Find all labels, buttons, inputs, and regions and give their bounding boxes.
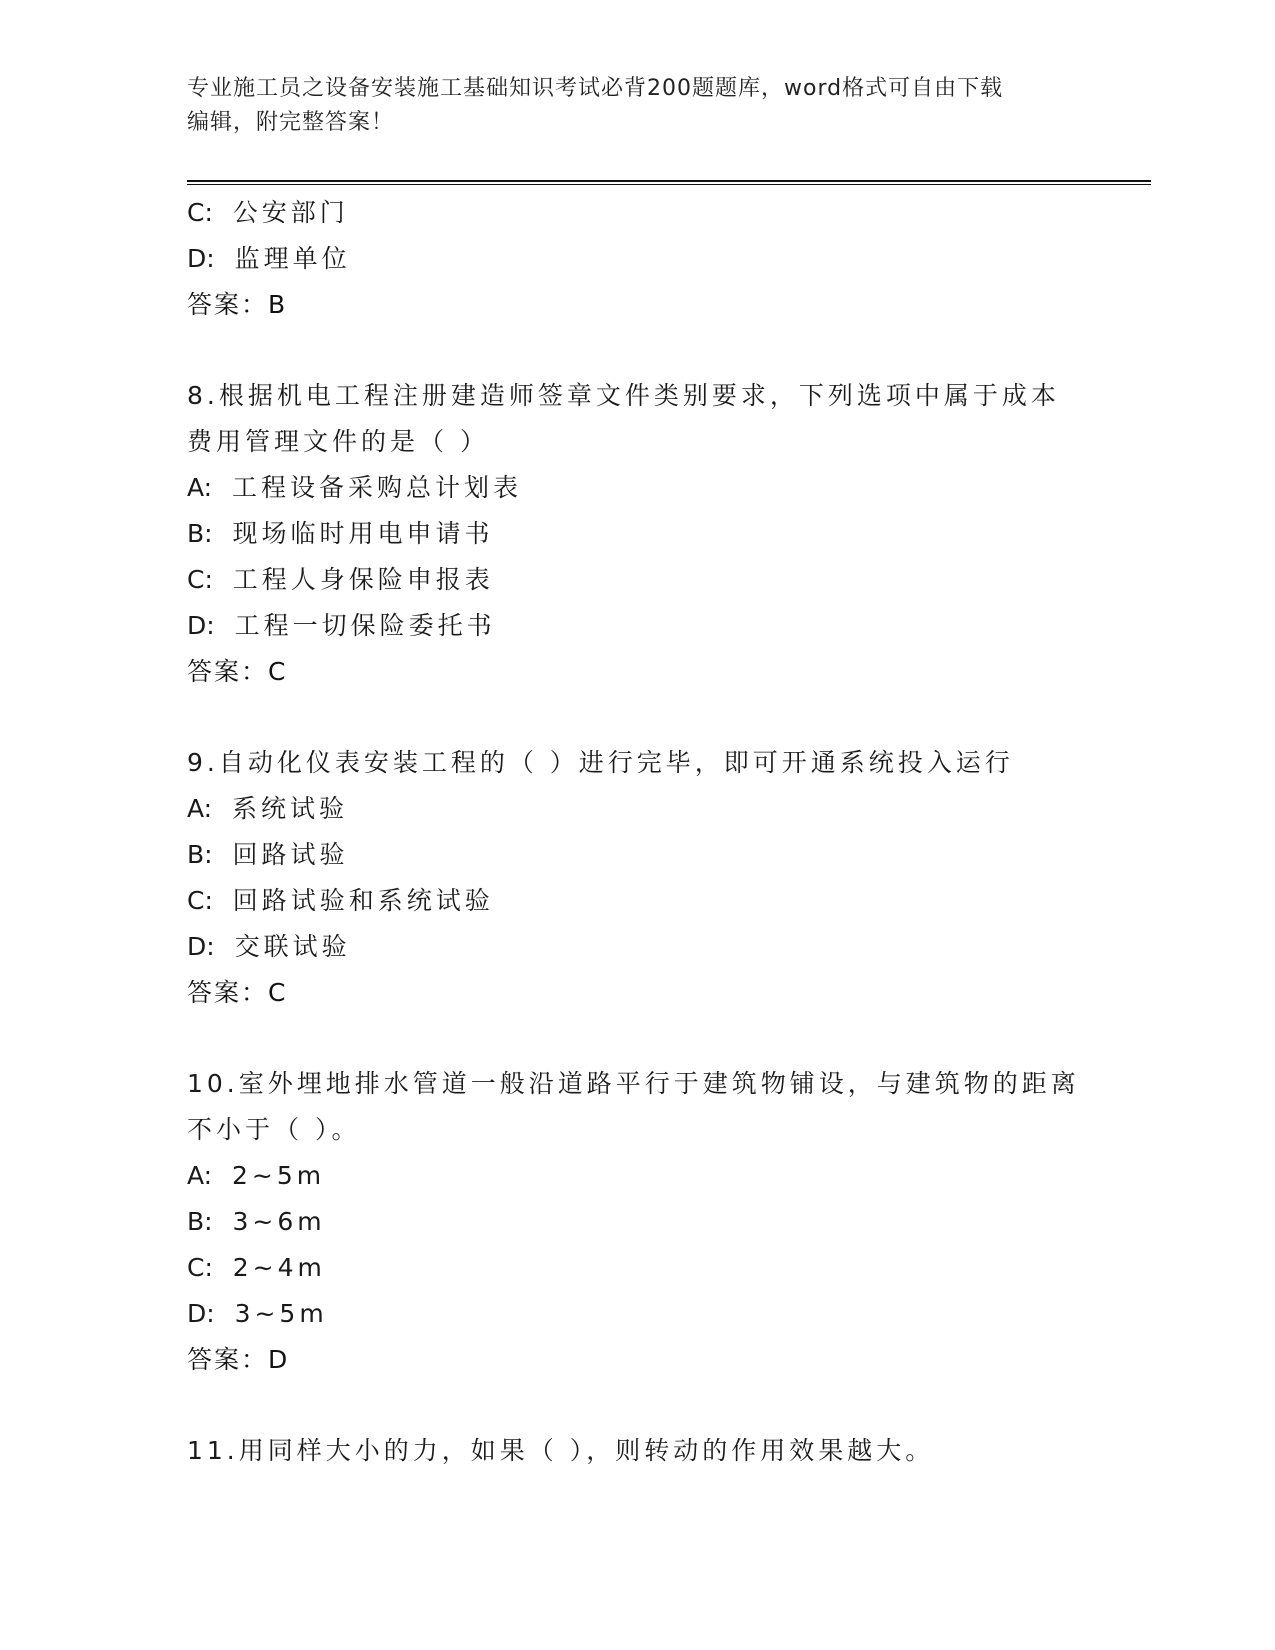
option-text: 系统试验: [232, 794, 349, 823]
option-label: A:: [187, 794, 221, 823]
header-divider-thick: [187, 180, 1151, 182]
option-text: 3~6m: [232, 1207, 326, 1236]
question-8: [187, 373, 1087, 695]
option-label: C:: [187, 886, 221, 915]
option-a: [187, 1153, 1087, 1199]
option-text: 回路试验和系统试验: [232, 886, 494, 915]
option-text: 工程一切保险委托书: [234, 611, 496, 640]
option-a: [187, 465, 1087, 511]
option-d: [187, 603, 1087, 649]
document-header: [187, 72, 1087, 140]
option-c: [187, 1245, 1087, 1291]
answer-line: 答案：D: [187, 1345, 290, 1374]
option-label: B:: [187, 1207, 221, 1236]
option-label: C:: [187, 565, 221, 594]
option-d: [187, 924, 1087, 970]
question-7-tail: [187, 190, 1087, 328]
option-text: 2~4m: [232, 1253, 326, 1282]
option-c: [187, 190, 1087, 236]
option-d: [187, 1291, 1087, 1337]
question-text-line-2: 不小于（ ）。: [187, 1115, 361, 1144]
header-divider-thin: [187, 184, 1151, 185]
option-text: 公安部门: [232, 198, 349, 227]
question-10: [187, 1061, 1087, 1383]
header-title-line-1: 专业施工员之设备安装施工基础知识考试必背200题题库，word格式可自由下载: [187, 76, 1004, 101]
option-label: D:: [187, 1299, 223, 1328]
option-text: 3~5m: [234, 1299, 328, 1328]
question-9: [187, 740, 1087, 1016]
question-11: [187, 1428, 1087, 1474]
option-d: [187, 236, 1087, 282]
option-label: D:: [187, 244, 223, 273]
option-c: [187, 557, 1087, 603]
option-label: A:: [187, 473, 221, 502]
question-text-line-1: 11.用同样大小的力，如果（ ），则转动的作用效果越大。: [187, 1436, 935, 1465]
question-text-line-1: 10.室外埋地排水管道一般沿道路平行于建筑物铺设，与建筑物的距离: [187, 1069, 1080, 1098]
option-text: 工程人身保险申报表: [232, 565, 494, 594]
question-text-line-1: 8.根据机电工程注册建造师签章文件类别要求，下列选项中属于成本: [187, 381, 1060, 410]
option-label: B:: [187, 840, 221, 869]
answer-line: 答案：C: [187, 978, 288, 1007]
option-label: D:: [187, 932, 223, 961]
option-text: 2~5m: [232, 1161, 326, 1190]
document-body: [187, 190, 1087, 1474]
question-text-line-1: 9.自动化仪表安装工程的（ ）进行完毕，即可开通系统投入运行: [187, 748, 1014, 777]
question-text-line-2: 费用管理文件的是（ ）: [187, 427, 489, 456]
option-b: [187, 511, 1087, 557]
answer-line: 答案：B: [187, 290, 288, 319]
option-label: D:: [187, 611, 223, 640]
header-title-line-2: 编辑，附完整答案！: [187, 110, 395, 135]
option-c: [187, 878, 1087, 924]
option-a: [187, 786, 1087, 832]
option-text: 监理单位: [234, 244, 351, 273]
option-label: C:: [187, 198, 221, 227]
option-b: [187, 1199, 1087, 1245]
answer-line: 答案：C: [187, 657, 288, 686]
option-text: 工程设备采购总计划表: [232, 473, 523, 502]
option-label: C:: [187, 1253, 221, 1282]
option-b: [187, 832, 1087, 878]
option-label: B:: [187, 519, 221, 548]
option-text: 回路试验: [232, 840, 349, 869]
option-text: 现场临时用电申请书: [232, 519, 494, 548]
option-label: A:: [187, 1161, 221, 1190]
option-text: 交联试验: [234, 932, 351, 961]
